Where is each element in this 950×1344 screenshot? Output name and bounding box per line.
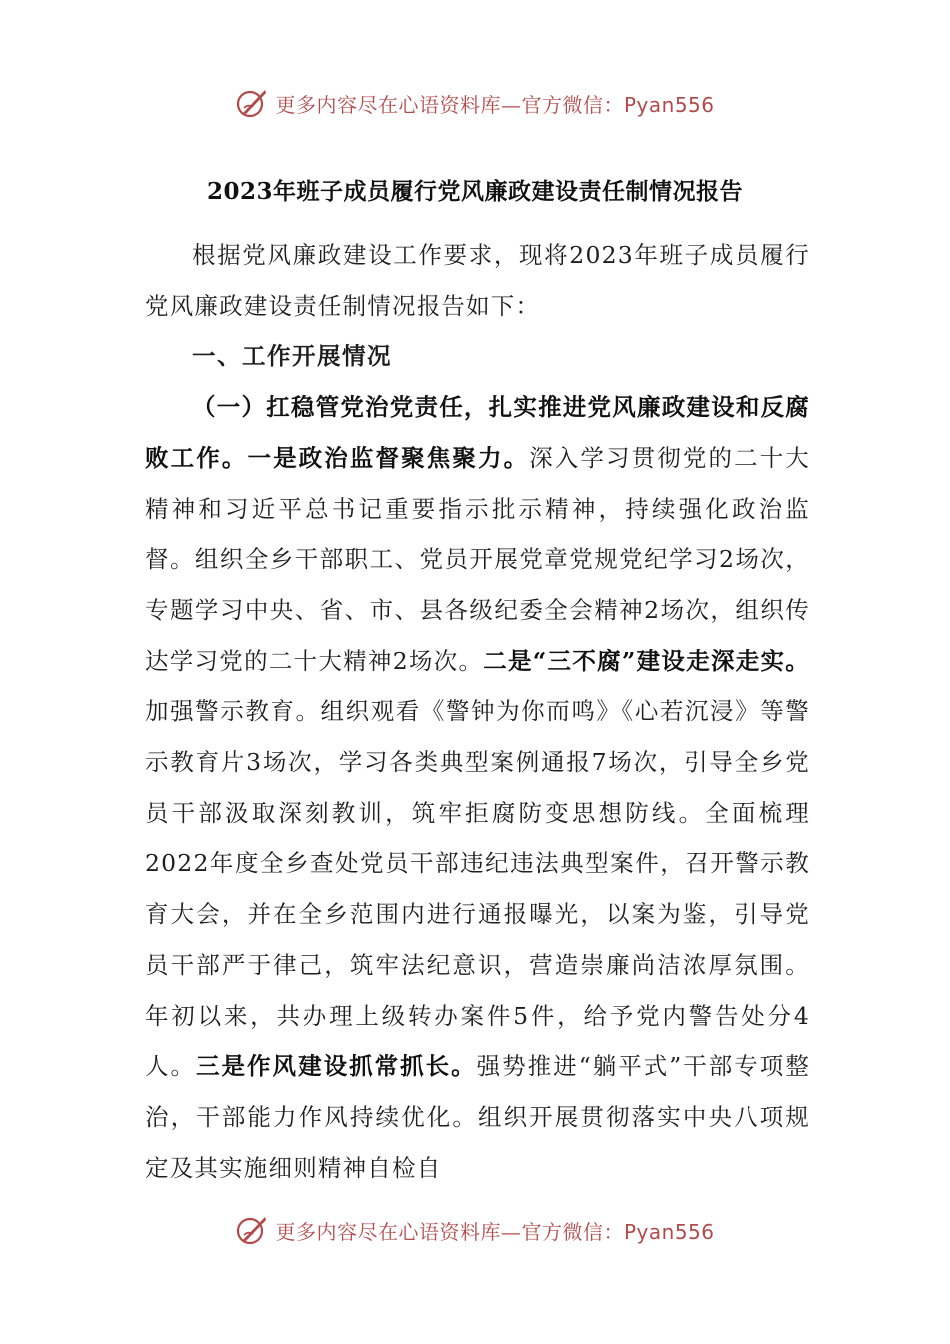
watermark-text: 更多内容尽在心语资料库—官方微信：Pyan556 bbox=[275, 1219, 715, 1244]
intro-paragraph: 根据党风廉政建设工作要求，现将2023年班子成员履行党风廉政建设责任制情况报告如下： bbox=[145, 241, 810, 320]
point-1-title: 一是政治监督聚焦聚力。 bbox=[247, 443, 530, 472]
watermark-text: 更多内容尽在心语资料库—官方微信：Pyan556 bbox=[275, 92, 715, 117]
point-1-text: 深入学习贯彻党的二十大精神和习近平总书记重要指示批示精神，持续强化政治监督。组织全乡干部职工、党员开展党章党规党纪学习2场次，专题学习中央、省、市、县各级纪委全会精神2场次，组织传达学习党的二十大精神2场次。 bbox=[145, 443, 810, 675]
paragraph-lead: （一）扛稳管党治党责任，扎实推进党风廉政建设和反腐败工作。 bbox=[145, 393, 810, 472]
watermark-header bbox=[0, 83, 950, 123]
watermark-footer bbox=[0, 1210, 950, 1250]
section-heading: 一、工作开展情况 bbox=[192, 342, 392, 371]
document-title: 2023年班子成员履行党风廉政建设责任制情况报告 bbox=[206, 178, 743, 205]
point-3-title: 三是作风建设抓常抓长。 bbox=[196, 1052, 477, 1081]
quill-logo-icon bbox=[235, 1213, 269, 1247]
document-body bbox=[145, 230, 810, 1193]
point-2-title: 二是“三不腐”建设走深走实。 bbox=[483, 646, 810, 675]
quill-logo-icon bbox=[235, 86, 269, 120]
point-3-text: 强势推进“躺平式”干部专项整治，干部能力作风持续优化。组织开展贯彻落实中央八项规定及其实施细则精神自检自 bbox=[145, 1052, 811, 1182]
paragraph bbox=[145, 382, 810, 1193]
point-2-text: 加强警示教育。组织观看《警钟为你而鸣》《心若沉浸》等警示教育片3场次，学习各类典型案例通报7场次，引导全乡党员干部汲取深刻教训，筑牢拒腐防变思想防线。全面梳理2022年度全乡查处党员干部违纪违法典型案件，召开警示教育大会，并在全乡范围内进行通报曝光，以案为鉴，引导党员干部严于律己，筑牢法纪意识，营造崇廉尚洁浓厚氛围。年初以来，共办理上级转办案件5件，给予党内警告处分4人。 bbox=[145, 697, 810, 1081]
